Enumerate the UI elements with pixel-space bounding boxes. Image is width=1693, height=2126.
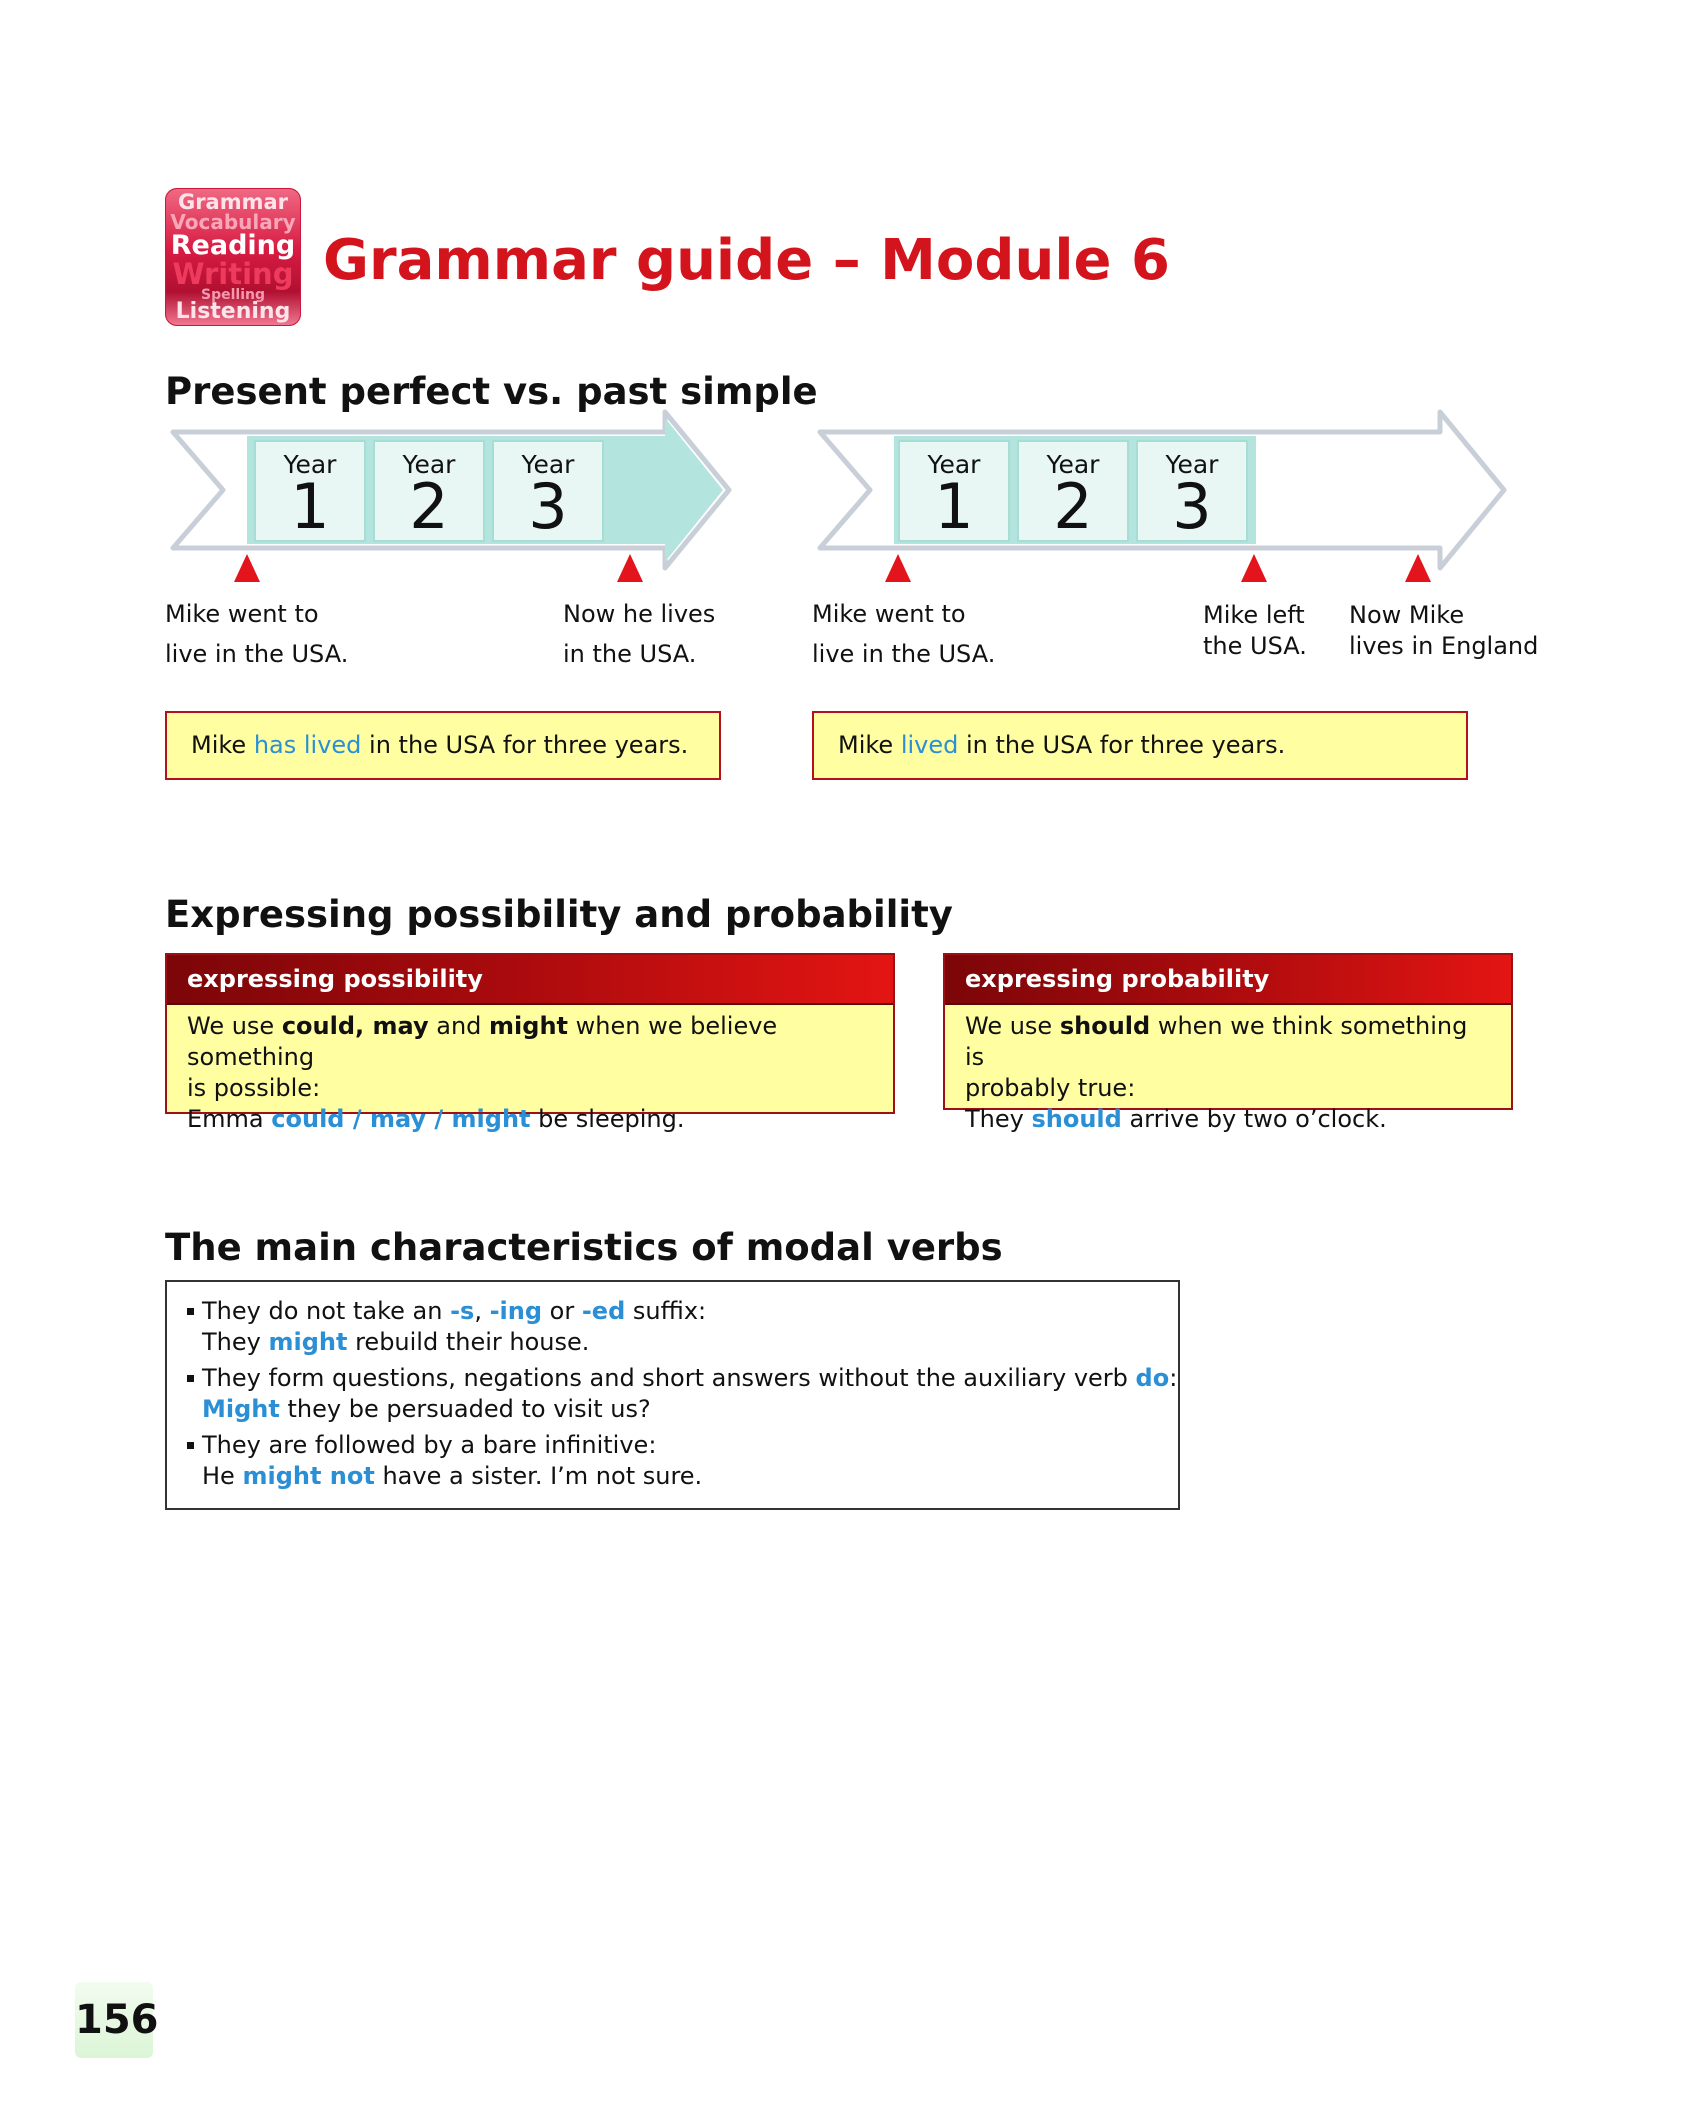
logo-word: Listening [175, 299, 291, 324]
bullet-icon [187, 1375, 194, 1382]
marker-triangle-icon [232, 552, 262, 584]
probability-box-heading: expressing probability [945, 955, 1511, 1005]
year-box: Year 3 [1136, 440, 1248, 542]
example-sentence-present-perfect: Mike has lived in the USA for three years. [165, 711, 721, 780]
bullet-icon [187, 1442, 194, 1449]
list-item: They are followed by a bare infinitive: He might not have a sister. I’m not sure. [187, 1430, 702, 1492]
module-logo [165, 188, 301, 326]
possibility-box-body: We use could, may and might when we believe something is possible: Emma could / may / might be sleeping. [187, 1012, 778, 1133]
year-box: Year 1 [898, 440, 1010, 542]
year-box: Year 2 [373, 440, 485, 542]
logo-word: Vocabulary [170, 210, 296, 234]
highlighted-verb: lived [900, 731, 959, 759]
probability-box-body: We use should when we think something is probably true: They should arrive by two o’clock. [965, 1012, 1468, 1133]
highlighted-verb: has lived [253, 731, 362, 759]
year-box: Year 3 [492, 440, 604, 542]
list-item: They do not take an -s, -ing or -ed suffix: They might rebuild their house. [187, 1296, 706, 1358]
marker-triangle-icon [615, 552, 645, 584]
logo-word: Writing [172, 257, 294, 291]
timeline-label-start: Mike went to live in the USA. [812, 600, 996, 668]
logo-word: Grammar [177, 190, 289, 214]
year-box: Year 1 [254, 440, 366, 542]
page-title: Grammar guide – Module 6 [323, 228, 1170, 293]
probability-box [943, 953, 1513, 1133]
timeline-label-end: Now Mike lives in England [1349, 601, 1539, 660]
timeline-label-end: Now he lives in the USA. [563, 600, 716, 668]
section-title-present-perfect: Present perfect vs. past simple [165, 370, 818, 413]
section-title-modal-verbs: The main characteristics of modal verbs [165, 1226, 1003, 1269]
modal-verbs-box [165, 1280, 1180, 1510]
logo-word: Reading [170, 230, 296, 261]
year-box: Year 2 [1017, 440, 1129, 542]
timeline-label-mid: Mike left the USA. [1203, 601, 1307, 660]
marker-triangle-icon [1403, 552, 1433, 584]
marker-triangle-icon [1239, 552, 1269, 584]
logo-word: Spelling [201, 287, 265, 303]
possibility-box [165, 953, 895, 1133]
possibility-box-heading: expressing possibility [167, 955, 893, 1005]
marker-triangle-icon [883, 552, 913, 584]
list-item: They form questions, negations and short answers without the auxiliary verb do: Might they be persuaded to visit us? [187, 1363, 1177, 1425]
bullet-icon [187, 1308, 194, 1315]
section-title-possibility: Expressing possibility and probability [165, 893, 953, 936]
example-sentence-past-simple: Mike lived in the USA for three years. [812, 711, 1468, 780]
page-number: 156 [75, 1982, 153, 2058]
timeline-label-start: Mike went to live in the USA. [165, 600, 349, 668]
